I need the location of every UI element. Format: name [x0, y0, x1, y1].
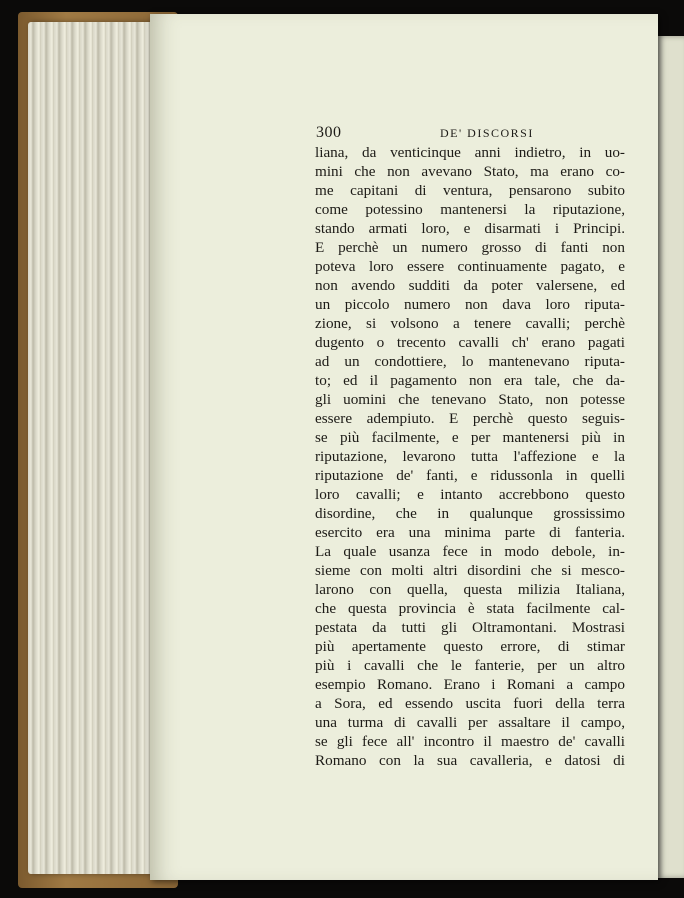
text-line: riputazione de' fanti, e ridussonla in quelli	[315, 467, 625, 484]
running-head: DE' DISCORSI	[440, 126, 534, 140]
text-line: esempio Romano. Erano i Romani a campo	[315, 676, 625, 693]
text-line: larono con quella, questa milizia Italiana,	[315, 581, 625, 598]
text-line: non avendo sudditi da poter valersene, ed	[315, 277, 625, 294]
text-line: più apertamente questo errore, di stimar	[315, 638, 625, 655]
text-line: essere adempiuto. E perchè questo seguis-	[315, 410, 625, 427]
text-line: disordine, che in qualunque grossissimo	[315, 505, 625, 522]
text-line: esercito era una minima parte di fanteria.	[315, 524, 625, 541]
body-text	[315, 143, 625, 770]
text-line: se più facilmente, e per mantenersi più in	[315, 429, 625, 446]
text-line: Romano con la sua cavalleria, e datosi di	[315, 752, 625, 769]
text-line: gli uomini che tenevano Stato, non potesse	[315, 391, 625, 408]
text-line: riputazione, levarono tutta l'affezione e la	[315, 448, 625, 465]
text-line: pestata da tutti gli Oltramontani. Mostrasi	[315, 619, 625, 636]
text-line: La quale usanza fece in modo debole, in-	[315, 543, 625, 560]
text-line: to; ed il pagamento non era tale, che da-	[315, 372, 625, 389]
facing-page-edge	[656, 36, 684, 878]
text-line: a Sora, ed essendo uscita fuori della terra	[315, 695, 625, 712]
text-line: sieme con molti altri disordini che si mesco-	[315, 562, 625, 579]
text-line: una turma di cavalli per assaltare il campo,	[315, 714, 625, 731]
text-line: mini che non avevano Stato, ma erano co-	[315, 163, 625, 180]
page-number: 300	[316, 124, 342, 141]
text-line: liana, da venticinque anni indietro, in uo-	[315, 144, 625, 161]
text-line: loro cavalli; e intanto accrebbono questo	[315, 486, 625, 503]
text-line: poteva loro essere continuamente pagato, e	[315, 258, 625, 275]
text-line: stando armati loro, e disarmati i Principi.	[315, 220, 625, 237]
text-line: dugento o trecento cavalli ch' erano pagati	[315, 334, 625, 351]
text-line: zione, si volsono a tenere cavalli; perchè	[315, 315, 625, 332]
text-line: più i cavalli che le fanterie, per un altro	[315, 657, 625, 674]
text-line: che questa provincia è stata facilmente cal-	[315, 600, 625, 617]
page-header	[316, 124, 626, 144]
text-line: me capitani di ventura, pensarono subito	[315, 182, 625, 199]
page-edges	[28, 22, 163, 874]
text-line: un piccolo numero non dava loro riputa-	[315, 296, 625, 313]
text-line: ad un condottiere, lo mantenevano riputa-	[315, 353, 625, 370]
text-line: E perchè un numero grosso di fanti non	[315, 239, 625, 256]
text-line: se gli fece all' incontro il maestro de' cavalli	[315, 733, 625, 750]
text-line: come potessino mantenersi la riputazione,	[315, 201, 625, 218]
